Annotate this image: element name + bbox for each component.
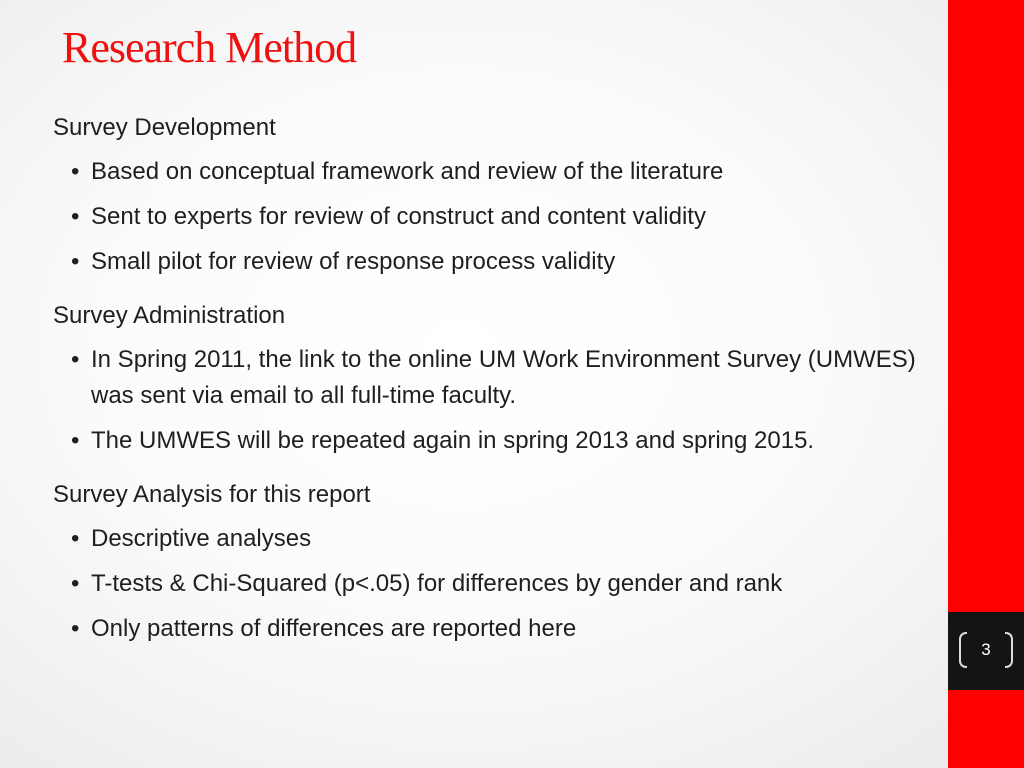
section-heading: Survey Development	[53, 114, 276, 141]
bullet-dot-icon: •	[71, 427, 80, 454]
bullet-item	[71, 244, 948, 280]
section-survey-administration	[53, 298, 948, 459]
section-survey-analysis	[53, 477, 948, 647]
bullet-item	[71, 521, 948, 557]
bullet-text: Only patterns of differences are reported here	[91, 615, 577, 642]
bullet-item	[71, 566, 948, 602]
bullet-list	[53, 521, 948, 647]
page-number: 3	[981, 640, 991, 659]
bullet-text: Descriptive analyses	[91, 525, 312, 552]
slide-title: Research Method	[62, 23, 357, 72]
bullet-list	[53, 342, 948, 459]
bullet-dot-icon: •	[71, 570, 80, 597]
bullet-item	[71, 199, 948, 235]
bullet-text: The UMWES will be repeated again in spring 2013 and spring 2015.	[91, 427, 815, 454]
bullet-item	[71, 154, 948, 190]
bullet-text: Based on conceptual framework and review of the literature	[91, 158, 724, 185]
bullet-text: In Spring 2011, the link to the online UM Work Environment Survey (UMWES) was sent via email to all full-time faculty.	[91, 346, 916, 409]
bullet-dot-icon: •	[71, 203, 80, 230]
bullet-item	[71, 423, 948, 459]
bullet-dot-icon: •	[71, 158, 80, 185]
section-heading: Survey Analysis for this report	[53, 481, 371, 508]
page-number-box	[948, 612, 1024, 690]
bullet-item	[71, 611, 948, 647]
bullet-list	[53, 154, 948, 280]
section-heading: Survey Administration	[53, 302, 286, 329]
bullet-text: Sent to experts for review of construct and content validity	[91, 203, 706, 230]
bullet-text: T-tests & Chi-Squared (p<.05) for differences by gender and rank	[91, 570, 783, 597]
bullet-dot-icon: •	[71, 615, 80, 642]
bullet-dot-icon: •	[71, 346, 80, 373]
bullet-dot-icon: •	[71, 525, 80, 552]
section-survey-development	[53, 110, 948, 280]
bullet-text: Small pilot for review of response process validity	[91, 248, 616, 275]
bullet-dot-icon: •	[71, 248, 80, 275]
bullet-item	[71, 342, 948, 414]
slide-content	[53, 110, 948, 665]
